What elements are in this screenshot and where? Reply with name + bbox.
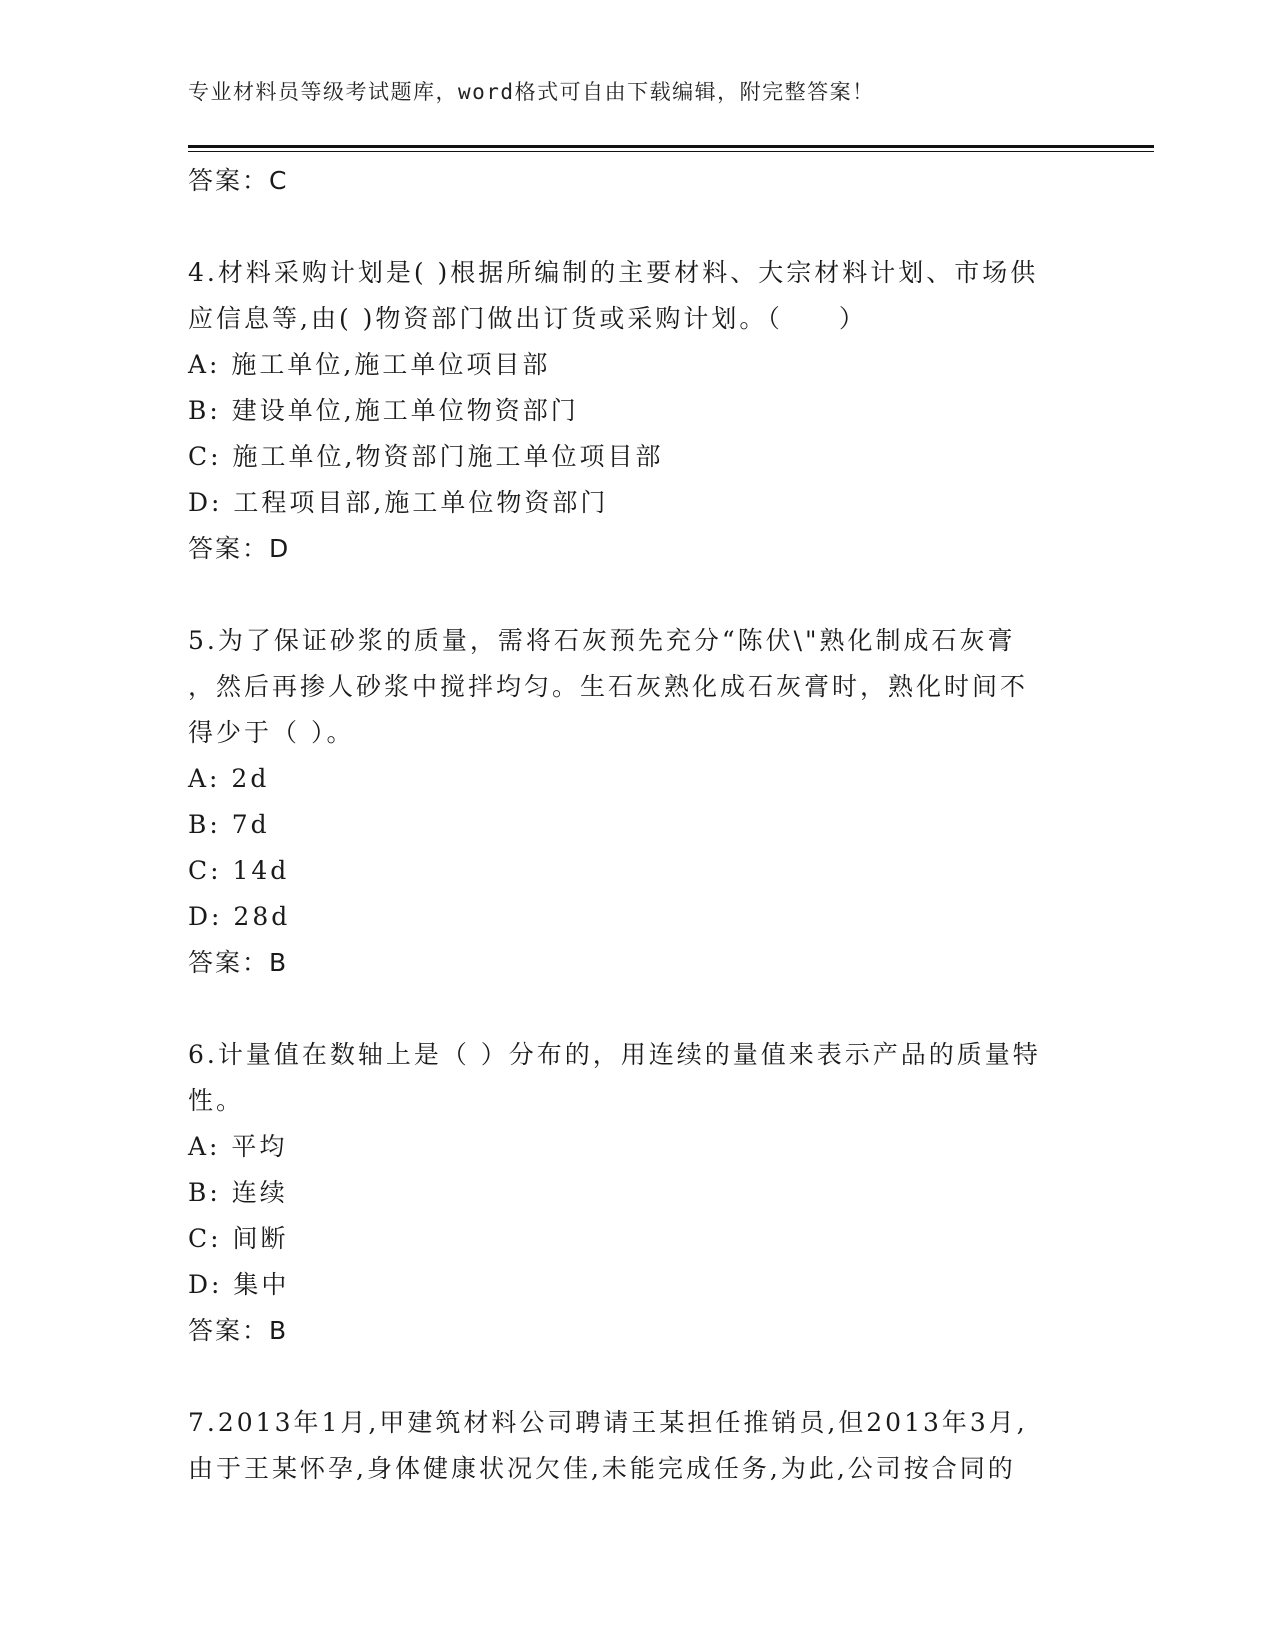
question-text: 7.2013年1月,甲建筑材料公司聘请王某担任推销员,但2013年3月, — [188, 1408, 1028, 1437]
option-b: B: 7d — [188, 810, 270, 839]
question-text: ，然后再掺人砂浆中搅拌均匀。生石灰熟化成石灰膏时，熟化时间不 — [188, 672, 1029, 701]
question-7 — [188, 1400, 1088, 1492]
question-6 — [188, 1032, 1088, 1354]
option-c: C: 施工单位,物资部门施工单位项目部 — [188, 442, 664, 471]
option-d: D: 28d — [188, 902, 291, 931]
question-text: 应信息等,由( )物资部门做出订货或采购计划。（ ） — [188, 304, 867, 333]
option-c: C: 14d — [188, 856, 290, 885]
question-text: 6.计量值在数轴上是（ ）分布的，用连续的量值来表示产品的质量特 — [188, 1040, 1041, 1069]
question-text: 4.材料采购计划是( )根据所编制的主要材料、大宗材料计划、市场供 — [188, 258, 1039, 287]
option-b: B: 建设单位,施工单位物资部门 — [188, 396, 579, 425]
question-4 — [188, 250, 1088, 572]
spacer — [188, 204, 1088, 250]
spacer — [188, 572, 1088, 618]
option-a: A: 2d — [188, 764, 270, 793]
option-c: C: 间断 — [188, 1224, 289, 1253]
option-b: B: 连续 — [188, 1178, 288, 1207]
question-text: 由于王某怀孕,身体健康状况欠佳,未能完成任务,为此,公司按合同的 — [188, 1454, 1016, 1483]
question-5 — [188, 618, 1088, 986]
spacer — [188, 986, 1088, 1032]
option-a: A: 平均 — [188, 1132, 288, 1161]
question-text: 5.为了保证砂浆的质量，需将石灰预先充分“陈伏\"熟化制成石灰膏 — [188, 626, 1016, 655]
question-text: 性。 — [188, 1086, 245, 1115]
option-d: D: 工程项目部,施工单位物资部门 — [188, 488, 609, 517]
page-header: 专业材料员等级考试题库，word格式可自由下载编辑，附完整答案！ — [188, 80, 875, 104]
document-body — [188, 158, 1088, 1492]
option-a: A: 施工单位,施工单位项目部 — [188, 350, 551, 379]
answer-q4: 答案：D — [188, 534, 291, 563]
question-text: 得少于（ ）。 — [188, 718, 355, 747]
header-divider-thick — [188, 145, 1154, 148]
answer-q5: 答案：B — [188, 948, 289, 977]
header-divider-thin — [188, 151, 1154, 152]
answer-q6: 答案：B — [188, 1316, 289, 1345]
answer-q3: 答案：C — [188, 166, 289, 195]
option-d: D: 集中 — [188, 1270, 290, 1299]
spacer — [188, 1354, 1088, 1400]
